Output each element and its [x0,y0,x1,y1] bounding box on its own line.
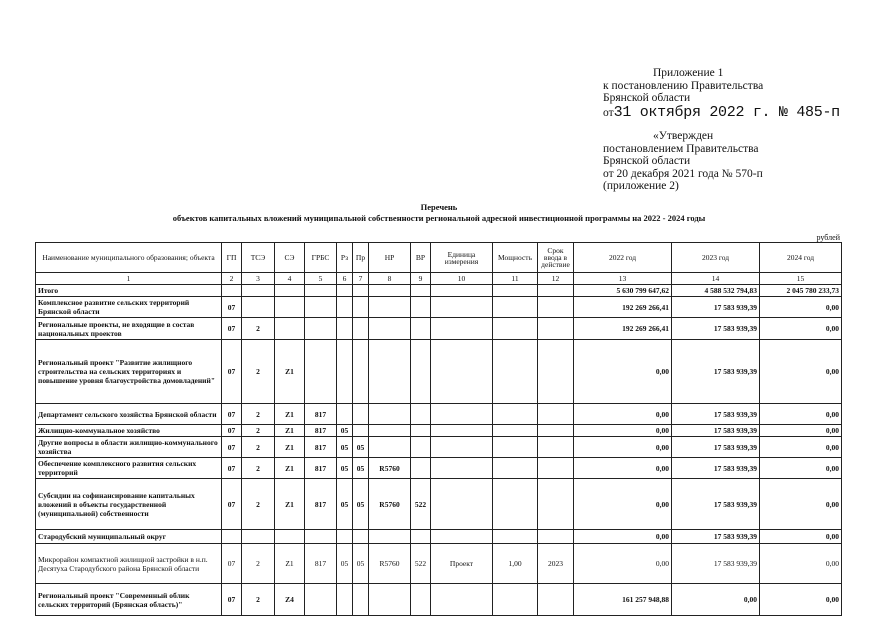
cell-vr: 522 [411,479,431,530]
cell-nr [369,437,411,458]
cell-capacity [493,340,538,404]
cell-pr [353,425,369,437]
cell-vr [411,584,431,616]
cell-deadline [538,340,574,404]
cell-vr [411,318,431,340]
cell-2023: 17 583 939,39 [672,458,760,479]
cell-rz [337,285,353,297]
row-regional-project-z4 [36,584,842,616]
row-rural-development [36,458,842,479]
col-number: 6 [337,273,353,285]
cell-se [275,285,305,297]
row-program [36,297,842,318]
cell-tse: 2 [242,318,275,340]
row-total [36,285,842,297]
cell-se: Z1 [275,479,305,530]
cell-nr: R5760 [369,479,411,530]
approved-line-2: постановлением Правительства [603,142,759,155]
cell-grbs [305,530,337,544]
header-pr: Пр [353,243,369,273]
cell-se [275,297,305,318]
cell-pr [353,340,369,404]
cell-tse: 2 [242,479,275,530]
cell-vr [411,530,431,544]
cell-2022: 5 630 799 647,62 [574,285,672,297]
cell-pr [353,297,369,318]
cell-name: Департамент сельского хозяйства Брянской области [36,404,222,425]
col-number: 13 [574,273,672,285]
cell-tse: 2 [242,584,275,616]
cell-2024: 0,00 [760,458,842,479]
cell-nr: R5760 [369,544,411,584]
cell-2023: 17 583 939,39 [672,404,760,425]
cell-deadline [538,285,574,297]
cell-2023: 17 583 939,39 [672,530,760,544]
cell-se [275,318,305,340]
cell-2022: 0,00 [574,544,672,584]
cell-nr [369,318,411,340]
cell-pr [353,318,369,340]
title-line-1: Перечень [420,202,458,212]
cell-tse: 2 [242,437,275,458]
appendix-line-2: к постановлению Правительства [603,79,764,92]
cell-2022: 0,00 [574,437,672,458]
cell-vr [411,437,431,458]
cell-nr [369,340,411,404]
header-2023: 2023 год [672,243,760,273]
appendix-date-stamp: 31 октября 2022 г. № 485-п [613,103,840,121]
col-number: 15 [760,273,842,285]
cell-grbs [305,340,337,404]
col-number: 12 [538,273,574,285]
cell-name: Комплексное развитие сельских территорий Брянской области [36,297,222,318]
cell-2023: 17 583 939,39 [672,425,760,437]
cell-gp: 07 [222,584,242,616]
cell-2023: 17 583 939,39 [672,297,760,318]
cell-2024: 0,00 [760,530,842,544]
cell-grbs: 817 [305,437,337,458]
cell-gp: 07 [222,404,242,425]
cell-2023: 17 583 939,39 [672,479,760,530]
col-number: 9 [411,273,431,285]
header-2022: 2022 год [574,243,672,273]
cell-nr [369,404,411,425]
header-2024: 2024 год [760,243,842,273]
approved-line-5: (приложение 2) [603,180,679,192]
cell-capacity [493,318,538,340]
cell-grbs [305,285,337,297]
cell-unit [431,425,493,437]
cell-2023: 17 583 939,39 [672,340,760,404]
cell-2024: 0,00 [760,584,842,616]
cell-gp: 07 [222,425,242,437]
cell-name: Региональные проекты, не входящие в состав национальных проектов [36,318,222,340]
cell-pr: 05 [353,437,369,458]
cell-rz [337,297,353,318]
cell-deadline [538,479,574,530]
cell-nr: R5760 [369,458,411,479]
currency-label: рублей [816,233,840,242]
cell-2022: 0,00 [574,425,672,437]
appendix-line-3: Брянской области [603,92,691,104]
cell-tse [242,530,275,544]
col-number: 5 [305,273,337,285]
cell-capacity [493,437,538,458]
cell-grbs: 817 [305,544,337,584]
investment-table [35,242,842,616]
cell-deadline: 2023 [538,544,574,584]
col-number: 14 [672,273,760,285]
cell-tse [242,297,275,318]
row-regional-project-z1 [36,340,842,404]
appendix-block [603,67,863,120]
cell-pr: 05 [353,479,369,530]
row-other-housing [36,437,842,458]
header-se: СЭ [275,243,305,273]
cell-deadline [538,425,574,437]
cell-deadline [538,297,574,318]
cell-vr [411,340,431,404]
cell-rz [337,318,353,340]
cell-2023: 4 588 532 794,83 [672,285,760,297]
cell-capacity [493,530,538,544]
cell-gp [222,285,242,297]
row-regional-projects [36,318,842,340]
cell-tse: 2 [242,340,275,404]
cell-2022: 0,00 [574,479,672,530]
cell-name: Региональный проект "Развитие жилищного строительства на сельских территориях и повышение уровня благоустройства домовладений" [36,340,222,404]
cell-rz [337,340,353,404]
cell-gp: 07 [222,340,242,404]
cell-se: Z1 [275,544,305,584]
cell-grbs: 817 [305,479,337,530]
cell-2024: 0,00 [760,318,842,340]
document-title [0,202,878,224]
row-starodub-district [36,530,842,544]
appendix-date-prefix: от [603,106,614,119]
approved-line-3: Брянской области [603,155,691,167]
cell-2022: 0,00 [574,404,672,425]
column-number-row [36,273,842,285]
header-unit: Единица измерения [431,243,493,273]
cell-capacity: 1,00 [493,544,538,584]
cell-se [275,530,305,544]
header-tse: ТСЭ [242,243,275,273]
title-line-2: объектов капитальных вложений муниципальной собственности региональной адресной инвестиционной программы на 2022 - 2024 годы [172,213,706,223]
cell-2022: 0,00 [574,530,672,544]
cell-grbs: 817 [305,458,337,479]
cell-deadline [538,458,574,479]
cell-2024: 2 045 780 233,73 [760,285,842,297]
cell-name: Субсидии на софинансирование капитальных вложений в объекты государственной (муниципальной) собственности [36,479,222,530]
cell-se: Z4 [275,584,305,616]
cell-unit: Проект [431,544,493,584]
cell-capacity [493,404,538,425]
col-number: 3 [242,273,275,285]
cell-2024: 0,00 [760,404,842,425]
cell-rz: 05 [337,544,353,584]
cell-grbs [305,318,337,340]
cell-nr [369,297,411,318]
cell-rz: 05 [337,437,353,458]
cell-deadline [538,404,574,425]
appendix-date-line [603,105,863,120]
cell-pr [353,584,369,616]
header-grbs: ГРБС [305,243,337,273]
cell-2023: 17 583 939,39 [672,544,760,584]
table-header-row [36,243,842,273]
cell-tse [242,285,275,297]
cell-tse: 2 [242,425,275,437]
cell-rz: 05 [337,479,353,530]
cell-unit [431,479,493,530]
cell-vr [411,297,431,318]
cell-rz [337,530,353,544]
cell-unit [431,530,493,544]
col-number: 4 [275,273,305,285]
row-microdistrict [36,544,842,584]
appendix-line-1: Приложение 1 [653,67,724,79]
cell-rz: 05 [337,458,353,479]
col-number: 11 [493,273,538,285]
cell-pr: 05 [353,458,369,479]
row-department [36,404,842,425]
cell-gp: 07 [222,318,242,340]
col-number: 2 [222,273,242,285]
cell-2024: 0,00 [760,544,842,584]
cell-unit [431,437,493,458]
header-rz: Рз [337,243,353,273]
cell-capacity [493,297,538,318]
cell-grbs: 817 [305,404,337,425]
cell-tse: 2 [242,404,275,425]
cell-tse: 2 [242,458,275,479]
cell-2023: 17 583 939,39 [672,318,760,340]
approved-line-1: «Утвержден [653,130,714,142]
cell-unit [431,458,493,479]
cell-vr [411,458,431,479]
cell-name: Обеспечение комплексного развития сельских территорий [36,458,222,479]
cell-gp: 07 [222,437,242,458]
cell-name: Микрорайон компактной жилищной застройки в н.п. Десятуха Стародубского района Брянской области [36,544,222,584]
cell-2024: 0,00 [760,297,842,318]
cell-vr: 522 [411,544,431,584]
col-number: 7 [353,273,369,285]
cell-pr: 05 [353,544,369,584]
cell-name: Итого [36,285,222,297]
cell-se: Z1 [275,458,305,479]
cell-deadline [538,584,574,616]
cell-name: Жилищно-коммунальное хозяйство [36,425,222,437]
cell-deadline [538,530,574,544]
cell-name: Региональный проект "Современный облик сельских территорий (Брянская область)" [36,584,222,616]
cell-deadline [538,437,574,458]
cell-se: Z1 [275,340,305,404]
cell-unit [431,404,493,425]
cell-unit [431,297,493,318]
cell-2023: 17 583 939,39 [672,437,760,458]
cell-2022: 0,00 [574,340,672,404]
cell-capacity [493,285,538,297]
header-vr: ВР [411,243,431,273]
cell-capacity [493,458,538,479]
cell-se: Z1 [275,425,305,437]
cell-vr [411,425,431,437]
header-gp: ГП [222,243,242,273]
col-number: 8 [369,273,411,285]
cell-gp: 07 [222,458,242,479]
cell-grbs [305,584,337,616]
cell-name: Другие вопросы в области жилищно-коммунального хозяйства [36,437,222,458]
cell-rz [337,404,353,425]
cell-unit [431,584,493,616]
cell-2022: 192 269 266,41 [574,318,672,340]
cell-nr [369,530,411,544]
cell-nr [369,584,411,616]
approved-line-4: от 20 декабря 2021 года № 570-п [603,167,763,180]
cell-2023: 0,00 [672,584,760,616]
cell-pr [353,530,369,544]
cell-unit [431,340,493,404]
cell-gp: 07 [222,479,242,530]
col-number: 10 [431,273,493,285]
cell-vr [411,404,431,425]
cell-capacity [493,584,538,616]
cell-se: Z1 [275,437,305,458]
cell-pr [353,404,369,425]
cell-rz [337,584,353,616]
header-capacity: Мощность [493,243,538,273]
cell-deadline [538,318,574,340]
cell-grbs: 817 [305,425,337,437]
cell-gp: 07 [222,544,242,584]
cell-vr [411,285,431,297]
cell-grbs [305,297,337,318]
cell-2024: 0,00 [760,425,842,437]
cell-2022: 0,00 [574,458,672,479]
cell-se: Z1 [275,404,305,425]
cell-2024: 0,00 [760,340,842,404]
row-subsidies [36,479,842,530]
header-deadline: Срок ввода в действие [538,243,574,273]
col-number: 1 [36,273,222,285]
cell-nr [369,425,411,437]
header-name: Наименование муниципального образования; объекта [36,243,222,273]
cell-capacity [493,425,538,437]
cell-gp [222,530,242,544]
header-nr: НР [369,243,411,273]
cell-pr [353,285,369,297]
cell-capacity [493,479,538,530]
cell-name: Стародубский муниципальный округ [36,530,222,544]
cell-2024: 0,00 [760,437,842,458]
cell-tse: 2 [242,544,275,584]
cell-2024: 0,00 [760,479,842,530]
cell-unit [431,318,493,340]
approved-block [603,130,863,193]
cell-2022: 161 257 948,88 [574,584,672,616]
cell-unit [431,285,493,297]
row-housing [36,425,842,437]
cell-2022: 192 269 266,41 [574,297,672,318]
cell-gp: 07 [222,297,242,318]
cell-rz: 05 [337,425,353,437]
cell-nr [369,285,411,297]
